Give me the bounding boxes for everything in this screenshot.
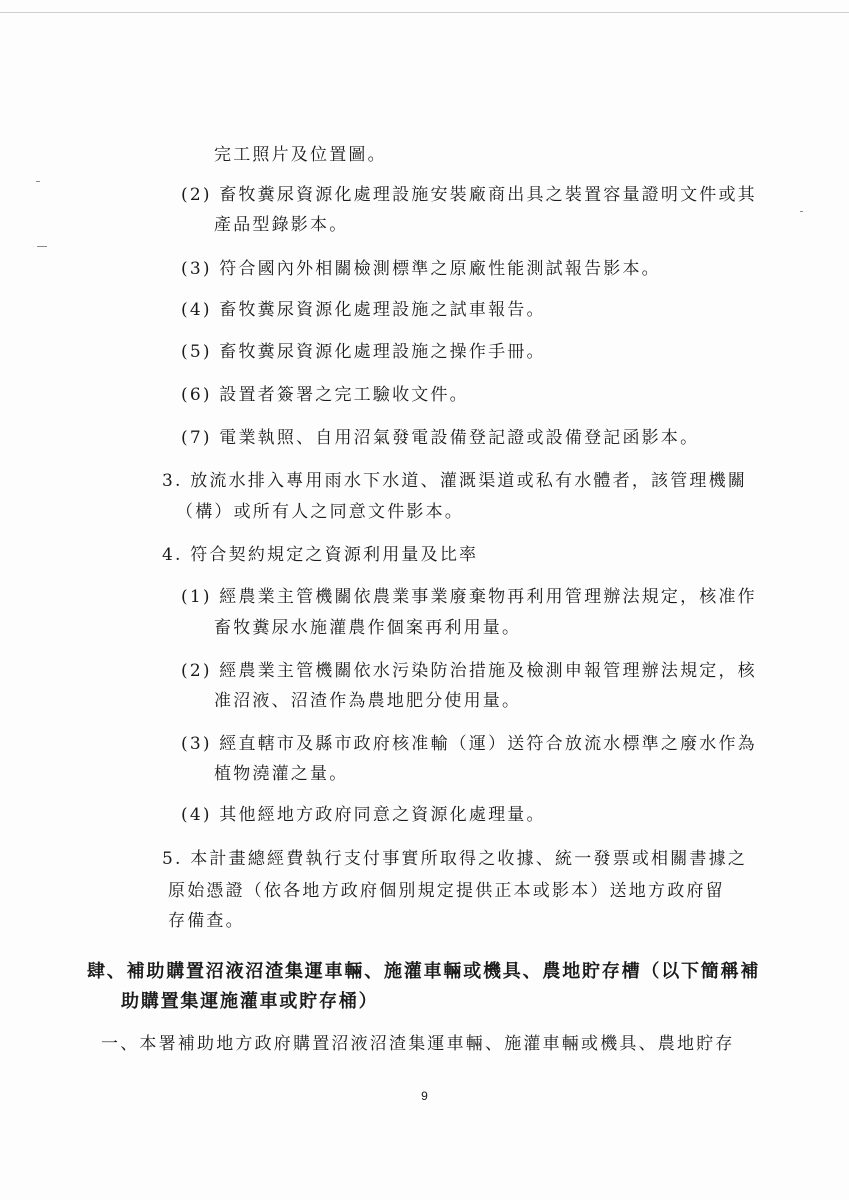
page-number: 9: [421, 1089, 428, 1103]
sub-3-irrigation-amount: (3) 經直轄市及縣市政府核准輸（運）送符合放流水標準之廢水作為: [181, 734, 757, 754]
item-5-operation-manual: (5) 畜牧糞尿資源化處理設施之操作手冊。: [181, 342, 546, 362]
body-line-photos: 完工照片及位置圖。: [214, 145, 387, 165]
sub-2-continuation: 准沼液、沼渣作為農地肥分使用量。: [214, 691, 522, 711]
clause-3-continuation: （構）或所有人之同意文件影本。: [176, 502, 464, 522]
scan-edge-line: [0, 12, 849, 13]
scan-speck: [37, 246, 47, 247]
clause-5-original-receipts: 5. 本計畫總經費執行支付事實所取得之收據、統一發票或相關書據之: [162, 849, 748, 869]
item-7-license-copy: (7) 電業執照、自用沼氣發電設備登記證或設備登記函影本。: [181, 428, 700, 448]
section-4-heading-continuation: 助購置集運施灌車或貯存桶）: [121, 991, 379, 1012]
scan-speck: [36, 181, 40, 182]
sub-3-continuation: 植物澆灌之量。: [214, 764, 349, 784]
section-4-heading: 肆、補助購置沼液沼渣集運車輛、施灌車輛或機具、農地貯存槽（以下簡稱補: [87, 961, 761, 982]
item-4-trial-run-report: (4) 畜牧糞尿資源化處理設施之試車報告。: [181, 300, 546, 320]
sub-1-reuse-amount: (1) 經農業主管機關依農業事業廢棄物再利用管理辦法規定，核准作: [181, 587, 757, 607]
clause-4-resource-utilization: 4. 符合契約規定之資源利用量及比率: [162, 545, 479, 565]
item-6-acceptance-document: (6) 設置者簽署之完工驗收文件。: [181, 385, 469, 405]
sub-1-continuation: 畜牧糞尿水施灌農作個案再利用量。: [214, 618, 522, 638]
sub-2-fertilizer-usage: (2) 經農業主管機關依水污染防治措施及檢測申報管理辦法規定，核: [181, 661, 757, 681]
sub-4-other-amount: (4) 其他經地方政府同意之資源化處理量。: [181, 805, 546, 825]
item-3-performance-report: (3) 符合國內外相關檢測標準之原廠性能測試報告影本。: [181, 259, 661, 279]
scan-speck: [800, 211, 803, 212]
clause-5-continuation-2: 存備查。: [168, 911, 245, 931]
item-2-capacity-certificate: (2) 畜牧糞尿資源化處理設施安裝廠商出具之裝置容量證明文件或其: [181, 185, 757, 205]
section-4-first-clause: 一、本署補助地方政府購置沼液沼渣集運車輛、施灌車輛或機具、農地貯存: [101, 1034, 735, 1054]
clause-3-discharge-consent: 3. 放流水排入專用雨水下水道、灌溉渠道或私有水體者，該管理機關: [162, 471, 748, 491]
item-2-continuation: 產品型錄影本。: [214, 215, 349, 235]
clause-5-continuation-1: 原始憑證（依各地方政府個別規定提供正本或影本）送地方政府留: [168, 881, 725, 901]
